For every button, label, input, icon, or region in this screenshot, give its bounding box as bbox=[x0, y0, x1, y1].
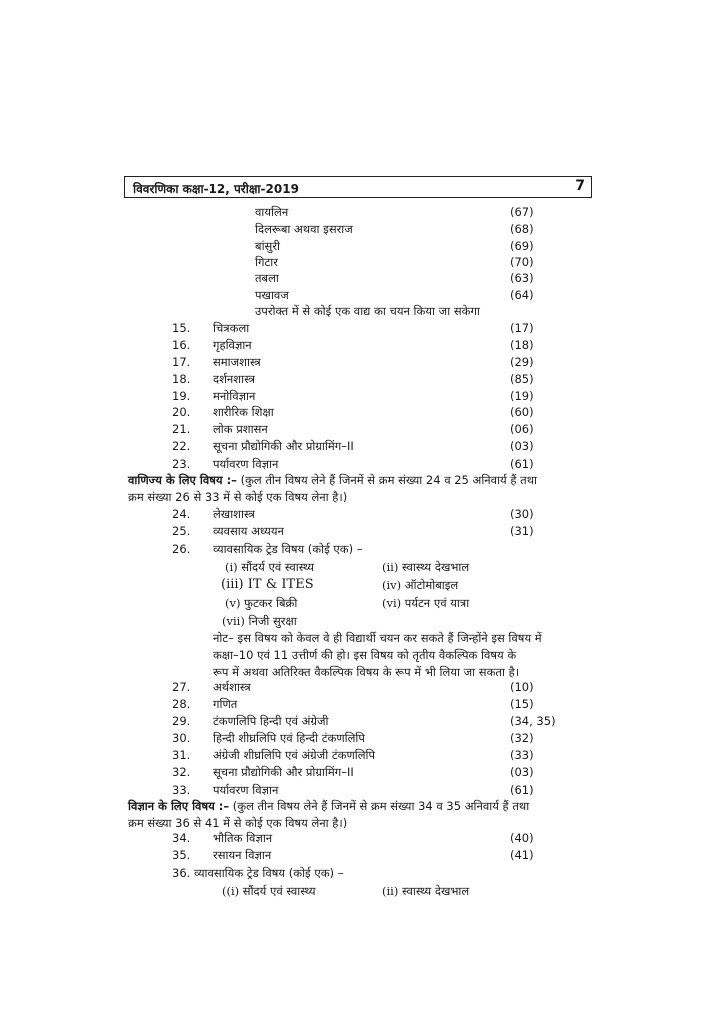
subject-code: (63) bbox=[510, 271, 534, 285]
subject-code: (19) bbox=[510, 389, 534, 403]
list-item: अंग्रेजी शीघ्रलिपि एवं अंग्रेजी टंकणलिपि bbox=[213, 748, 376, 762]
note-line: कक्षा–10 एवं 11 उत्तीर्ण की हो। इस विषय को तृतीय वैकल्पिक विषय के bbox=[213, 648, 517, 662]
list-item: पर्यावरण विज्ञान bbox=[213, 783, 279, 797]
list-item: गृहविज्ञान bbox=[213, 338, 252, 352]
item-number: 22. bbox=[172, 439, 191, 453]
subject-code: (64) bbox=[510, 288, 534, 302]
list-item: दिलरूबा अथवा इसराज bbox=[255, 222, 353, 236]
trade-option: (vii) निजी सुरक्षा bbox=[222, 614, 297, 628]
trade-option: (i) सौंदर्य एवं स्वास्थ्य bbox=[225, 560, 315, 574]
subject-code: (06) bbox=[510, 422, 534, 436]
note-block bbox=[213, 630, 603, 681]
note-line: रूप में अथवा अतिरिक्त वैकल्पिक विषय के रूप में भी लिया जा सकता है। bbox=[213, 665, 520, 679]
item-number: 26. bbox=[172, 542, 191, 556]
list-item: अर्थशास्त्र bbox=[213, 680, 251, 694]
item-number: 33. bbox=[172, 783, 191, 797]
subject-code: (67) bbox=[510, 205, 534, 219]
trade-option: (iii) IT & ITES bbox=[221, 577, 314, 592]
list-item: बांसुरी bbox=[255, 239, 281, 253]
trade-option: ((i) सौंदर्य एवं स्वास्थ्य bbox=[222, 884, 316, 898]
list-item: टंकणलिपि हिन्दी एवं अंग्रेजी bbox=[213, 714, 329, 728]
list-item: गिटार bbox=[255, 255, 278, 269]
subject-code: (61) bbox=[510, 457, 534, 471]
item-number: 32. bbox=[172, 765, 191, 779]
science-heading: विज्ञान के लिए विषय :– bbox=[128, 799, 230, 813]
list-item: व्यवसाय अध्ययन bbox=[213, 524, 284, 538]
subject-code: (33) bbox=[510, 748, 534, 762]
subject-code: (17) bbox=[510, 321, 534, 335]
commerce-text-line2: क्रम संख्या 26 से 33 में से कोई एक विषय लेना है।) bbox=[128, 490, 348, 504]
subject-code: (18) bbox=[510, 338, 534, 352]
commerce-paragraph bbox=[128, 472, 598, 506]
subject-code: (03) bbox=[510, 439, 534, 453]
item-number: 24. bbox=[172, 507, 191, 521]
header-title: विवरणिका कक्षा-12, परीक्षा-2019 bbox=[133, 182, 299, 196]
item-number: 35. bbox=[172, 848, 191, 862]
subject-code: (69) bbox=[510, 239, 534, 253]
list-item: 36. व्यावसायिक ट्रेड विषय (कोई एक) – bbox=[172, 866, 344, 880]
page-header bbox=[124, 176, 592, 198]
subject-code: (70) bbox=[510, 255, 534, 269]
item-number: 28. bbox=[172, 697, 191, 711]
item-number: 29. bbox=[172, 714, 191, 728]
list-item: लोक प्रशासन bbox=[213, 422, 268, 436]
subject-code: (10) bbox=[510, 680, 534, 694]
list-item: दर्शनशास्त्र bbox=[213, 372, 255, 386]
item-number: 20. bbox=[172, 405, 191, 419]
subject-code: (15) bbox=[510, 697, 534, 711]
item-number: 17. bbox=[172, 355, 191, 369]
item-number: 31. bbox=[172, 748, 191, 762]
commerce-text-line1: (कुल तीन विषय लेने हैं जिनमें से क्रम संख्या 24 व 25 अनिवार्य हैं तथा bbox=[240, 473, 538, 487]
subject-code: (60) bbox=[510, 405, 534, 419]
trade-option: (ii) स्वास्थ्य देखभाल bbox=[382, 884, 470, 898]
item-number: 23. bbox=[172, 457, 191, 471]
subject-code: (34, 35) bbox=[510, 714, 556, 728]
subject-code: (31) bbox=[510, 524, 534, 538]
list-item: वायलिन bbox=[255, 205, 289, 219]
list-item: सूचना प्रौद्योगिकी और प्रोग्रामिंग–II bbox=[213, 765, 354, 779]
subject-code: (03) bbox=[510, 765, 534, 779]
item-number: 34. bbox=[172, 831, 191, 845]
science-text-line1: (कुल तीन विषय लेने हैं जिनमें से क्रम संख्या 34 व 35 अनिवार्य हैं तथा bbox=[232, 799, 530, 813]
item-number: 18. bbox=[172, 372, 191, 386]
science-paragraph bbox=[128, 798, 598, 832]
commerce-heading: वाणिज्य के लिए विषय :– bbox=[128, 473, 237, 487]
subject-code: (32) bbox=[510, 731, 534, 745]
list-item: पर्यावरण विज्ञान bbox=[213, 457, 279, 471]
list-item: व्यावसायिक ट्रेड विषय (कोई एक) – bbox=[213, 542, 363, 556]
item-number: 25. bbox=[172, 524, 191, 538]
item-number: 15. bbox=[172, 321, 191, 335]
trade-option: (iv) ऑटोमोबाइल bbox=[382, 578, 459, 592]
trade-option: (vi) पर्यटन एवं यात्रा bbox=[382, 596, 470, 610]
item-number: 16. bbox=[172, 338, 191, 352]
list-item: पखावज bbox=[255, 288, 289, 302]
subject-code: (68) bbox=[510, 222, 534, 236]
subject-code: (61) bbox=[510, 783, 534, 797]
item-number: 27. bbox=[172, 680, 191, 694]
list-item: लेखाशास्त्र bbox=[213, 507, 255, 521]
subject-code: (41) bbox=[510, 848, 534, 862]
item-number: 19. bbox=[172, 389, 191, 403]
list-item: तबला bbox=[255, 271, 279, 285]
item-number: 21. bbox=[172, 422, 191, 436]
trade-option: (ii) स्वास्थ्य देखभाल bbox=[382, 560, 470, 574]
trade-option: (v) फुटकर बिक्री bbox=[225, 596, 298, 610]
subject-code: (30) bbox=[510, 507, 534, 521]
instrument-note: उपरोक्त में से कोई एक वाद्य का चयन किया जा सकेगा bbox=[255, 304, 480, 318]
note-line: नोट– इस विषय को केवल वे ही विद्यार्थी चयन कर सकते हैं जिन्होंने इस विषय में bbox=[213, 631, 542, 645]
list-item: भौतिक विज्ञान bbox=[213, 831, 273, 845]
page-number: 7 bbox=[575, 178, 585, 194]
list-item: चित्रकला bbox=[213, 321, 250, 335]
subject-code: (29) bbox=[510, 355, 534, 369]
list-item: रसायन विज्ञान bbox=[213, 848, 272, 862]
science-text-line2: क्रम संख्या 36 से 41 में से कोई एक विषय लेना है।) bbox=[128, 816, 348, 830]
subject-code: (85) bbox=[510, 372, 534, 386]
list-item: मनोविज्ञान bbox=[213, 389, 256, 403]
list-item: सूचना प्रौद्योगिकी और प्रोग्रामिंग–II bbox=[213, 439, 354, 453]
item-number: 30. bbox=[172, 731, 191, 745]
list-item: गणित bbox=[213, 697, 238, 711]
list-item: शारीरिक शिक्षा bbox=[213, 405, 274, 419]
list-item: समाजशास्त्र bbox=[213, 355, 261, 369]
subject-code: (40) bbox=[510, 831, 534, 845]
list-item: हिन्दी शीघ्रलिपि एवं हिन्दी टंकणलिपि bbox=[213, 731, 365, 745]
